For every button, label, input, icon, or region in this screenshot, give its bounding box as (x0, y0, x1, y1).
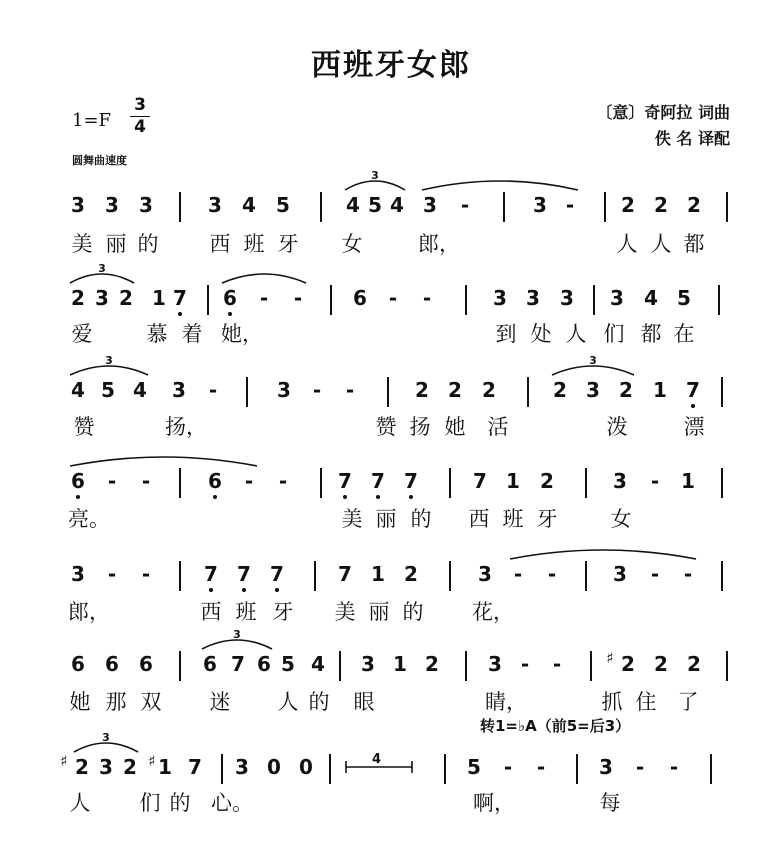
note: 3 (613, 469, 627, 493)
lyric-char: 班 (502, 507, 524, 531)
note: 3 (478, 562, 492, 586)
note: 2 (553, 378, 567, 402)
lyric-char: 西 (209, 232, 231, 256)
note: 7 (267, 561, 287, 587)
lyric-char: 漂 (683, 415, 705, 439)
note: 3 (533, 193, 547, 217)
lyric-char: 了 (677, 690, 699, 714)
lyric-char: 女 (610, 507, 632, 531)
dash-hold: - (520, 652, 530, 676)
note: 7 (683, 377, 703, 403)
note: 3 (208, 193, 222, 217)
note: 7 (231, 652, 245, 676)
lyric-char: 活 (487, 415, 509, 439)
lyric-char: 心。 (211, 791, 253, 815)
lyric-char: 到 (495, 322, 517, 346)
lyric-char: 啊， (473, 791, 515, 815)
lyric-char: 着 (181, 322, 203, 346)
note: 2 (654, 652, 668, 676)
note: 1 (158, 755, 172, 779)
tuplet-slur (345, 181, 405, 190)
tempo-marking: 圆舞曲速度 (72, 154, 127, 167)
note: 1 (152, 286, 166, 310)
lyric-char: 人 (277, 690, 299, 714)
note: 3 (235, 755, 249, 779)
dash-hold: - (141, 469, 151, 493)
lyric-char: 在 (673, 322, 695, 346)
lyric-char: 丽 (105, 232, 127, 256)
note: 3 (613, 562, 627, 586)
lyric-char: 泼 (606, 415, 628, 439)
note: 6 (68, 468, 88, 494)
note: 1 (506, 469, 520, 493)
lyric-char: 的 (169, 791, 191, 815)
note: 2 (448, 378, 462, 402)
tuplet-mark: 3 (589, 354, 597, 367)
tie-slur (422, 181, 578, 190)
lyric-char: 丽 (368, 600, 390, 624)
note: 7 (335, 468, 355, 494)
time-signature-bottom: 4 (134, 117, 146, 137)
lyric-char: 扬， (165, 415, 207, 439)
note: 2 (540, 469, 554, 493)
note: 2 (119, 286, 133, 310)
note: 3 (71, 562, 85, 586)
note: 2 (619, 378, 633, 402)
note: 3 (526, 286, 540, 310)
dash-hold: - (293, 286, 303, 310)
lyric-char: 睛， (485, 690, 527, 714)
dash-hold: - (107, 562, 117, 586)
note: 0 (267, 755, 281, 779)
lyric-char: 的 (402, 600, 424, 624)
lyric-char: 女 (341, 232, 363, 256)
tuplet-slur (552, 366, 634, 375)
lyric-char: 西 (200, 600, 222, 624)
note: 5 (101, 378, 115, 402)
lyric-char: 那 (105, 690, 127, 714)
dash-hold: - (244, 469, 254, 493)
dash-hold: - (422, 286, 432, 310)
tuplet-slur (202, 640, 272, 649)
note: 4 (644, 286, 658, 310)
note: 6 (220, 285, 240, 311)
lyric-char: 爱 (71, 322, 93, 346)
lyric-char: 们 (603, 322, 625, 346)
dash-hold: - (650, 562, 660, 586)
lyric-char: 丽 (375, 507, 397, 531)
note: 7 (201, 561, 221, 587)
tuplet-slur (70, 274, 134, 283)
lyric-char: 她 (444, 415, 466, 439)
note: 4 (346, 193, 360, 217)
lyric-char: 西 (468, 507, 490, 531)
multirest-count: 4 (372, 752, 382, 767)
note: 1 (393, 652, 407, 676)
dash-hold: - (536, 755, 546, 779)
lyric-char: 的 (410, 507, 432, 531)
tie-slur (222, 274, 306, 283)
note: 6 (105, 652, 119, 676)
note: 7 (338, 562, 352, 586)
lyric-char: 她 (69, 690, 91, 714)
dash-hold: - (635, 755, 645, 779)
note: 7 (188, 755, 202, 779)
note: 7 (473, 469, 487, 493)
lyric-char: 都 (683, 232, 705, 256)
dash-hold: - (683, 562, 693, 586)
note: 3 (610, 286, 624, 310)
dash-hold: - (107, 469, 117, 493)
modulation-marking: 转1=♭A（前5=后3） (480, 717, 631, 735)
dash-hold: - (312, 378, 322, 402)
note: 2 (404, 562, 418, 586)
note: 4 (390, 193, 404, 217)
lyric-char: 人 (616, 232, 638, 256)
note: 3 (139, 193, 153, 217)
dash-hold: - (278, 469, 288, 493)
lyric-char: 人 (69, 791, 91, 815)
lyric-char: 迷 (209, 690, 231, 714)
note: 3 (95, 286, 109, 310)
lyric-char: 每 (599, 791, 621, 815)
sharp-accidental: ♯ (148, 752, 156, 770)
note: 3 (599, 755, 613, 779)
tuplet-slur (74, 743, 138, 752)
note: 3 (71, 193, 85, 217)
lyric-char: 双 (140, 690, 162, 714)
tuplet-mark: 3 (233, 628, 241, 641)
note: 6 (139, 652, 153, 676)
sharp-accidental: ♯ (606, 649, 614, 667)
note: 7 (234, 561, 254, 587)
dash-hold: - (503, 755, 513, 779)
lyric-char: 郎， (68, 600, 110, 624)
lyric-char: 亮。 (68, 507, 110, 531)
tuplet-mark: 3 (105, 354, 113, 367)
key-signature: 1=F (72, 110, 112, 131)
note: 3 (488, 652, 502, 676)
lyric-char: 美 (334, 600, 356, 624)
note: 6 (205, 468, 225, 494)
lyric-char: 眼 (353, 690, 375, 714)
note: 5 (281, 652, 295, 676)
lyric-char: 处 (530, 322, 552, 346)
note: 6 (71, 652, 85, 676)
lyric-char: 抓 (601, 690, 623, 714)
note: 3 (586, 378, 600, 402)
lyric-char: 她， (221, 322, 263, 346)
lyric-char: 班 (243, 232, 265, 256)
note: 2 (654, 193, 668, 217)
note: 2 (621, 193, 635, 217)
lyric-char: 人 (650, 232, 672, 256)
song-title: 西班牙女郎 (311, 48, 471, 83)
lyric-char: 班 (235, 600, 257, 624)
note: 1 (681, 469, 695, 493)
note: 5 (467, 755, 481, 779)
note: 2 (71, 286, 85, 310)
credits-composer: 〔意〕奇阿拉 词曲 (596, 103, 730, 122)
lyric-char: 美 (71, 232, 93, 256)
note: 2 (415, 378, 429, 402)
lyric-char: 牙 (536, 507, 558, 531)
note: 2 (425, 652, 439, 676)
lyric-char: 的 (308, 690, 330, 714)
lyric-char: 郎， (418, 232, 460, 256)
tie-slur (510, 550, 696, 559)
lyric-char: 慕 (146, 322, 168, 346)
dash-hold: - (208, 378, 218, 402)
note: 2 (482, 378, 496, 402)
note: 5 (677, 286, 691, 310)
time-signature-top: 3 (134, 95, 146, 115)
lyric-char: 人 (565, 322, 587, 346)
note: 5 (368, 193, 382, 217)
tuplet-slur (70, 366, 148, 375)
note: 1 (371, 562, 385, 586)
note: 7 (368, 468, 388, 494)
note: 4 (311, 652, 325, 676)
tuplet-mark: 3 (98, 262, 106, 275)
note: 7 (170, 285, 190, 311)
note: 2 (687, 193, 701, 217)
dash-hold: - (513, 562, 523, 586)
tuplet-mark: 3 (102, 731, 110, 744)
note: 2 (621, 652, 635, 676)
lyric-char: 花， (472, 600, 514, 624)
note: 3 (493, 286, 507, 310)
note: 2 (123, 755, 137, 779)
lyric-char: 赞 (375, 415, 397, 439)
lyric-char: 的 (137, 232, 159, 256)
note: 5 (276, 193, 290, 217)
lyric-char: 扬 (409, 415, 431, 439)
sharp-accidental: ♯ (60, 752, 68, 770)
note: 2 (75, 755, 89, 779)
note: 7 (401, 468, 421, 494)
dash-hold: - (388, 286, 398, 310)
note: 3 (277, 378, 291, 402)
lyric-char: 住 (635, 690, 657, 714)
lyric-char: 牙 (272, 600, 294, 624)
note: 4 (71, 378, 85, 402)
lyric-char: 赞 (73, 415, 95, 439)
note: 6 (257, 652, 271, 676)
note: 3 (172, 378, 186, 402)
credits-translator: 佚 名 译配 (654, 129, 730, 148)
dash-hold: - (565, 193, 575, 217)
note: 0 (299, 755, 313, 779)
dash-hold: - (669, 755, 679, 779)
note: 3 (105, 193, 119, 217)
tuplet-mark: 3 (371, 169, 379, 182)
lyric-char: 牙 (277, 232, 299, 256)
note: 3 (99, 755, 113, 779)
lyric-char: 们 (139, 791, 161, 815)
dash-hold: - (650, 469, 660, 493)
note: 4 (133, 378, 147, 402)
tie-slur (70, 457, 257, 466)
dash-hold: - (259, 286, 269, 310)
note: 1 (653, 378, 667, 402)
note: 3 (361, 652, 375, 676)
lyric-char: 都 (640, 322, 662, 346)
dash-hold: - (141, 562, 151, 586)
note: 4 (242, 193, 256, 217)
lyric-char: 美 (341, 507, 363, 531)
note: 6 (203, 652, 217, 676)
dash-hold: - (552, 652, 562, 676)
note: 3 (423, 193, 437, 217)
dash-hold: - (460, 193, 470, 217)
dash-hold: - (345, 378, 355, 402)
note: 6 (353, 286, 367, 310)
note: 2 (687, 652, 701, 676)
note: 3 (560, 286, 574, 310)
dash-hold: - (547, 562, 557, 586)
